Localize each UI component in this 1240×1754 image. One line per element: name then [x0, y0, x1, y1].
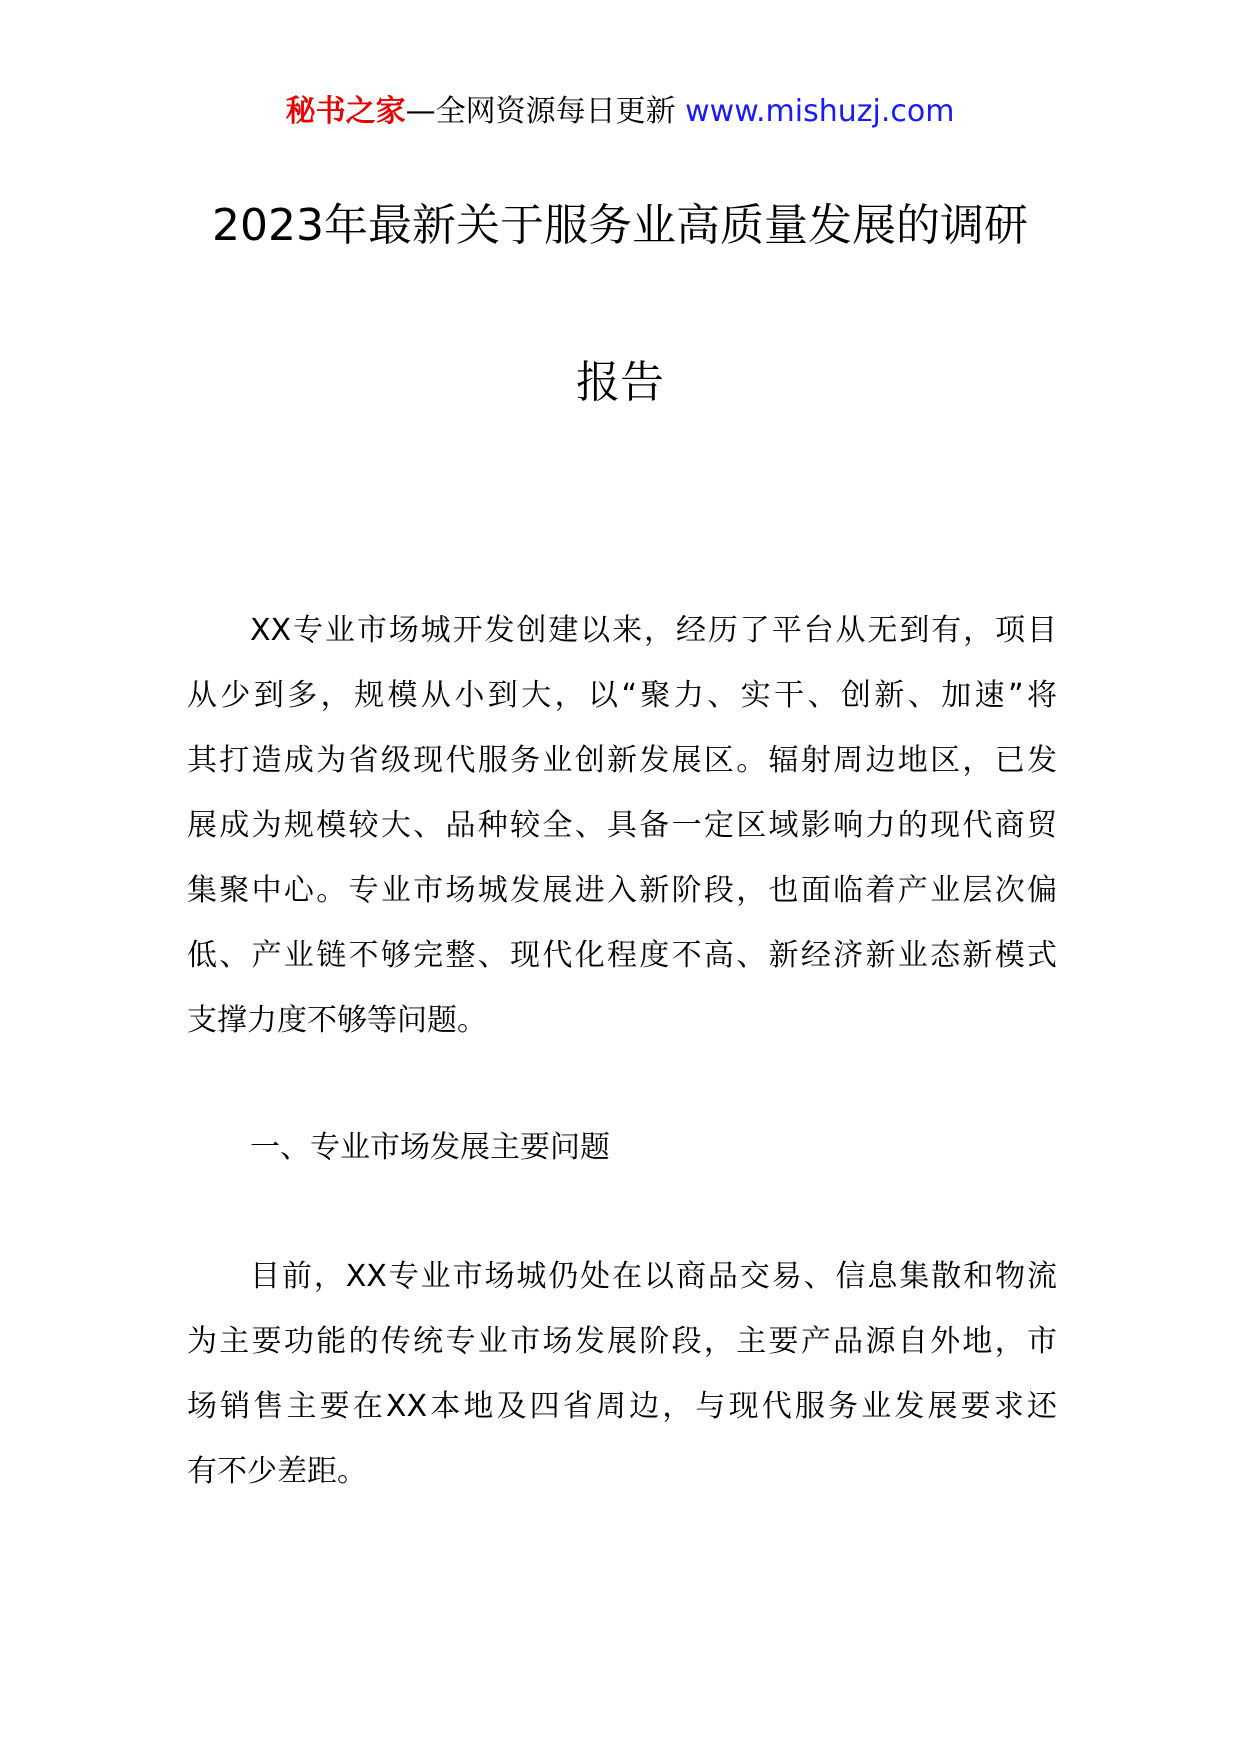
document-title-line-2: 报告 [576, 357, 664, 408]
paragraph-line: 低、产业链不够完整、现代化程度不高、新经济新业态新模式 [187, 938, 1057, 973]
intro-paragraph [187, 598, 1057, 1053]
site-tagline: —全网资源每日更新 [405, 94, 676, 129]
paragraph-line: 集聚中心。专业市场城发展进入新阶段，也面临着产业层次偏 [187, 873, 1057, 908]
site-brand: 秘书之家 [285, 94, 406, 129]
paragraph-line: 从少到多，规模从小到大，以“聚力、实干、创新、加速”将 [187, 678, 1057, 713]
paragraph-line: 展成为规模较大、品种较全、具备一定区域影响力的现代商贸 [187, 808, 1057, 843]
paragraph-line: 支撑力度不够等问题。 [187, 1003, 487, 1038]
paragraph-line: 目前，XX专业市场城仍处在以商品交易、信息集散和物流 [250, 1259, 1057, 1294]
section-heading: 一、专业市场发展主要问题 [250, 1130, 610, 1165]
section-paragraph [187, 1244, 1057, 1504]
paragraph-line: 其打造成为省级现代服务业创新发展区。辐射周边地区，已发 [187, 743, 1057, 778]
paragraph-line: 为主要功能的传统专业市场发展阶段，主要产品源自外地，市 [187, 1324, 1057, 1359]
site-url-link[interactable]: www.mishuzj.com [685, 94, 955, 129]
paragraph-line: XX专业市场城开发创建以来，经历了平台从无到有，项目 [250, 613, 1057, 648]
site-banner [0, 92, 1240, 132]
paragraph-line: 有不少差距。 [187, 1454, 367, 1489]
paragraph-line: 场销售主要在XX本地及四省周边，与现代服务业发展要求还 [187, 1389, 1057, 1424]
document-title-line-1: 2023年最新关于服务业高质量发展的调研 [212, 200, 1028, 251]
